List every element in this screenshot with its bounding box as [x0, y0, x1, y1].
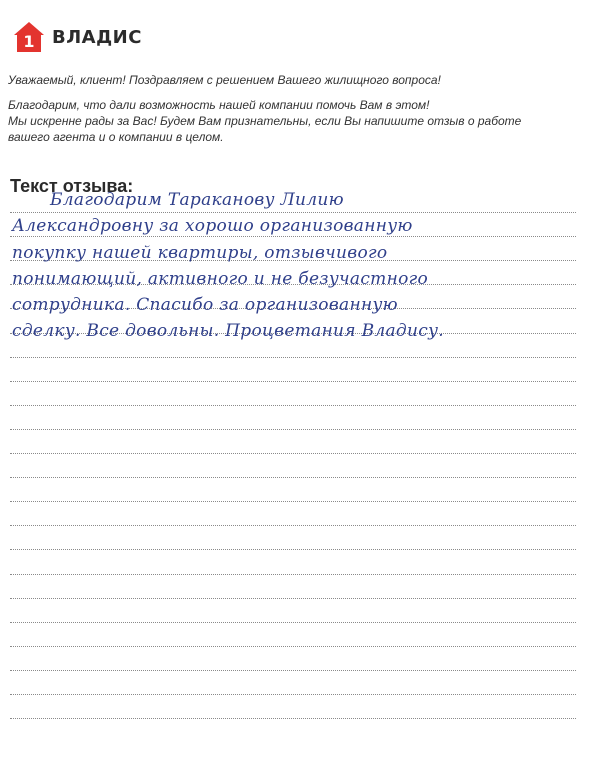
brand-name: ВЛАДИС: [52, 26, 142, 48]
ruled-line: [10, 212, 576, 213]
ruled-line: [10, 236, 576, 237]
review-label: Текст отзыва:: [10, 176, 134, 196]
request-line-continued: вашего агента и о компании в целом.: [8, 130, 224, 144]
logo-number: 1: [23, 32, 35, 51]
request-line: Мы искренне рады за Вас! Будем Вам признательны, если Вы напишите отзыв о работе: [8, 114, 522, 128]
ruled-line: [10, 477, 576, 478]
ruled-line: [10, 405, 576, 406]
handwritten-line: покупку нашей квартиры, отзывчивого: [12, 243, 388, 263]
ruled-line: [10, 453, 576, 454]
ruled-line: [10, 429, 576, 430]
handwritten-line: сделку. Все довольны. Процветания Владису.: [12, 321, 444, 341]
ruled-line: [10, 646, 576, 647]
ruled-line: [10, 260, 576, 261]
ruled-line: [10, 694, 576, 695]
ruled-line: [10, 574, 576, 575]
thanks-line: Благодарим, что дали возможность нашей компании помочь Вам в этом!: [8, 98, 430, 112]
handwritten-line: сотрудника. Спасибо за организованную: [12, 295, 398, 315]
ruled-line: [10, 718, 576, 719]
ruled-line: [10, 549, 576, 550]
ruled-line: [10, 622, 576, 623]
handwritten-line: Александровну за хорошо организованную: [12, 216, 413, 236]
ruled-line: [10, 501, 576, 502]
ruled-line: [10, 670, 576, 671]
greeting-line: Уважаемый, клиент! Поздравляем с решением Вашего жилищного вопроса!: [8, 73, 441, 87]
ruled-line: [10, 308, 576, 309]
ruled-line: [10, 381, 576, 382]
ruled-line: [10, 357, 576, 358]
ruled-line: [10, 598, 576, 599]
review-ruled-lines: [10, 0, 576, 768]
handwritten-line: Благодарим Тараканову Лилию: [50, 190, 344, 210]
ruled-line: [10, 333, 576, 334]
ruled-line: [10, 525, 576, 526]
ruled-line: [10, 284, 576, 285]
handwritten-line: понимающий, активного и не безучастного: [12, 269, 429, 289]
